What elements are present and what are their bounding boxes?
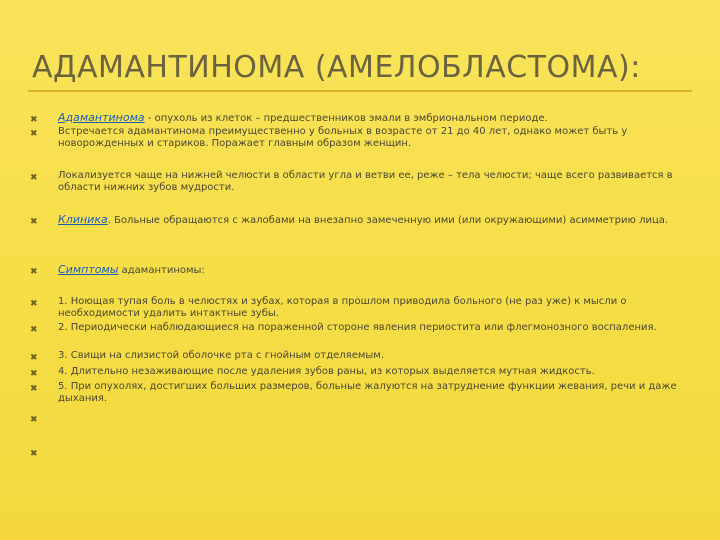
slide-title: АДАМАНТИНОМА (АМЕЛОБЛАСТОМА): (32, 50, 641, 85)
item-text: 2. Периодически наблюдающиеся на пораженной стороне явления периостита или флегмонозного воспаления. (58, 322, 657, 333)
x-bullet-icon: ✖ (30, 384, 38, 394)
x-bullet-icon: ✖ (30, 325, 38, 335)
item-text: Локализуется чаще на нижней челюсти в области угла и ветви ее, реже – тела челюсти; чаще всего развивается в области нижних зубов мудрости. (58, 170, 673, 193)
x-bullet-icon: ✖ (30, 115, 38, 125)
x-bullet-icon: ✖ (30, 369, 38, 379)
x-bullet-icon: ✖ (30, 267, 38, 277)
term-link-symptoms[interactable]: Симптомы (58, 263, 119, 276)
x-bullet-icon: ✖ (30, 415, 38, 425)
x-bullet-icon: ✖ (30, 353, 38, 363)
item-text: 3. Свищи на слизистой оболочке рта с гнойным отделяемым. (58, 350, 385, 361)
item-text: Встречается адамантинома преимущественно у больных в возрасте от 21 до 40 лет, однако может быть у новорожденных и стариков. Поражает главным образом женщин. (58, 126, 628, 149)
term-link-adamantinoma[interactable]: Адамантинома (58, 111, 145, 124)
item-text: . Больные обращаются с жалобами на внезапно замеченную ими (или окружающими) асимметрию лица. (107, 215, 669, 226)
x-bullet-icon: ✖ (30, 299, 38, 309)
x-bullet-icon: ✖ (30, 449, 38, 459)
item-text: 5. При опухолях, достигших больших размеров, больные жалуются на затруднение функции жевания, речи и даже дыхания. (58, 381, 677, 404)
x-bullet-icon: ✖ (30, 217, 38, 227)
x-bullet-icon: ✖ (30, 129, 38, 139)
item-text: 4. Длительно незаживающие после удаления зубов раны, из которых выделяется мутная жидкость. (58, 366, 595, 377)
item-text: - опухоль из клеток – предшественников эмали в эмбриональном периоде. (144, 113, 548, 124)
title-underline (28, 90, 692, 92)
x-bullet-icon: ✖ (30, 173, 38, 183)
item-text: адамантиномы: (118, 265, 205, 276)
item-text: 1. Ноющая тупая боль в челюстях и зубах, которая в прошлом приводила больного (не раз уже) к мысли о необходимости удалить интактные зубы. (58, 296, 627, 319)
term-link-clinic[interactable]: Клиника (58, 213, 108, 226)
